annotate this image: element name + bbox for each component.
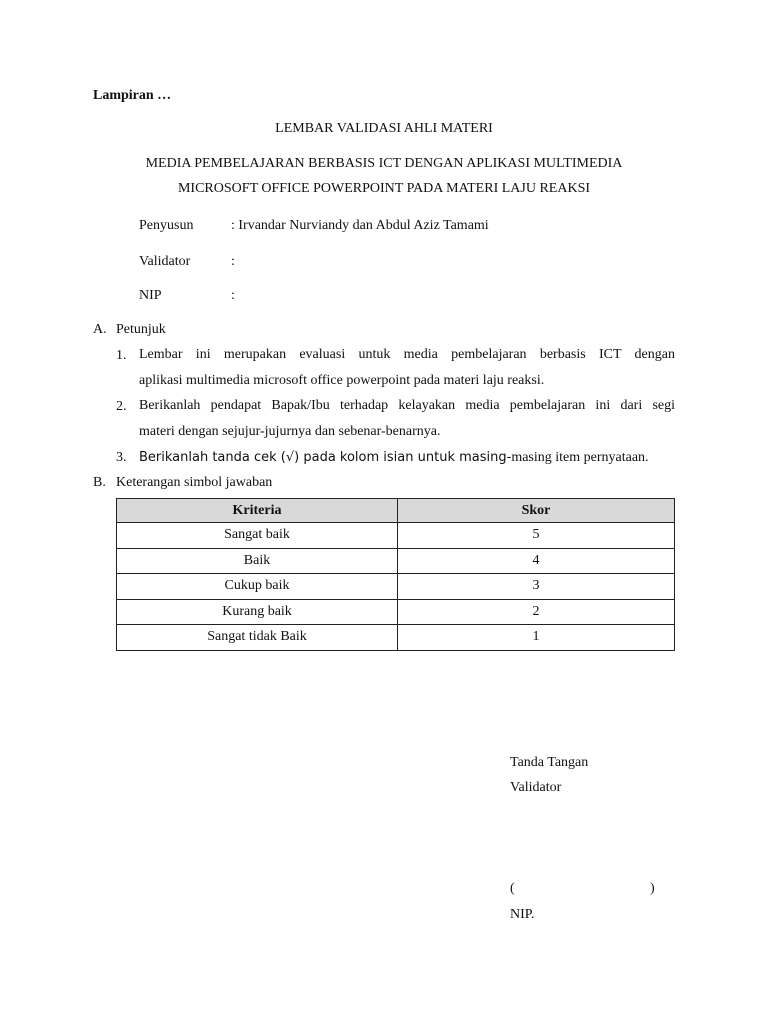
criteria-cell: Sangat baik bbox=[117, 523, 398, 549]
instruction-number-1: 1. bbox=[116, 348, 127, 363]
instruction-item-1 bbox=[139, 342, 675, 394]
signature-close-paren: ) bbox=[650, 881, 655, 896]
header-kriteria: Kriteria bbox=[117, 499, 398, 523]
criteria-cell: Baik bbox=[117, 548, 398, 574]
score-table bbox=[116, 498, 675, 651]
table-row bbox=[117, 625, 675, 651]
score-table-header bbox=[117, 499, 675, 523]
instruction-item-3 bbox=[139, 450, 649, 466]
instruction-2-line-2: materi dengan sejujur-jujurnya dan sebenar-benarnya. bbox=[139, 424, 441, 439]
section-b-title: Keterangan simbol jawaban bbox=[116, 475, 273, 490]
score-cell: 4 bbox=[398, 548, 675, 574]
instruction-1-line-2: aplikasi multimedia microsoft office powerpoint pada materi laju reaksi. bbox=[139, 373, 545, 388]
document-subtitle-line-1: MEDIA PEMBELAJARAN BERBASIS ICT DENGAN APLIKASI MULTIMEDIA bbox=[145, 156, 623, 171]
meta-value-validator: : bbox=[231, 254, 235, 269]
criteria-cell: Cukup baik bbox=[117, 574, 398, 600]
instruction-2-line-1: Berikanlah pendapat Bapak/Ibu terhadap kelayakan media pembelajaran ini dari segi bbox=[139, 398, 675, 413]
signature-label: Tanda Tangan bbox=[510, 755, 589, 770]
meta-label-validator: Validator bbox=[139, 254, 191, 269]
meta-value-nip: : bbox=[231, 288, 235, 303]
instruction-number-2: 2. bbox=[116, 399, 127, 414]
signature-validator-label: Validator bbox=[510, 780, 562, 795]
table-row bbox=[117, 574, 675, 600]
header-skor: Skor bbox=[398, 499, 675, 523]
criteria-cell: Kurang baik bbox=[117, 599, 398, 625]
table-row bbox=[117, 548, 675, 574]
score-cell: 2 bbox=[398, 599, 675, 625]
instruction-number-3: 3. bbox=[116, 450, 127, 465]
signature-open-paren: ( bbox=[510, 881, 515, 896]
instruction-3-part-a: Berikanlah tanda cek (√) pada kolom isian untuk masing- bbox=[139, 450, 512, 465]
score-cell: 3 bbox=[398, 574, 675, 600]
instruction-item-2 bbox=[139, 393, 675, 445]
meta-label-nip: NIP bbox=[139, 288, 162, 303]
meta-label-penyusun: Penyusun bbox=[139, 218, 194, 233]
table-row bbox=[117, 523, 675, 549]
section-a-marker: A. bbox=[93, 322, 107, 337]
instruction-1-line-1: Lembar ini merupakan evaluasi untuk media pembelajaran berbasis ICT dengan bbox=[139, 347, 675, 362]
score-cell: 5 bbox=[398, 523, 675, 549]
instruction-3-part-b: masing item pernyataan. bbox=[511, 450, 649, 465]
attachment-label: Lampiran … bbox=[93, 88, 172, 103]
document-subtitle-line-2: MICROSOFT OFFICE POWERPOINT PADA MATERI LAJU REAKSI bbox=[177, 181, 591, 196]
signature-nip: NIP. bbox=[510, 907, 535, 922]
section-a-title: Petunjuk bbox=[116, 322, 166, 337]
criteria-cell: Sangat tidak Baik bbox=[117, 625, 398, 651]
score-cell: 1 bbox=[398, 625, 675, 651]
document-title: LEMBAR VALIDASI AHLI MATERI bbox=[275, 121, 493, 136]
section-b-marker: B. bbox=[93, 475, 106, 490]
meta-value-penyusun: : Irvandar Nurviandy dan Abdul Aziz Tamami bbox=[231, 218, 489, 233]
table-row bbox=[117, 599, 675, 625]
